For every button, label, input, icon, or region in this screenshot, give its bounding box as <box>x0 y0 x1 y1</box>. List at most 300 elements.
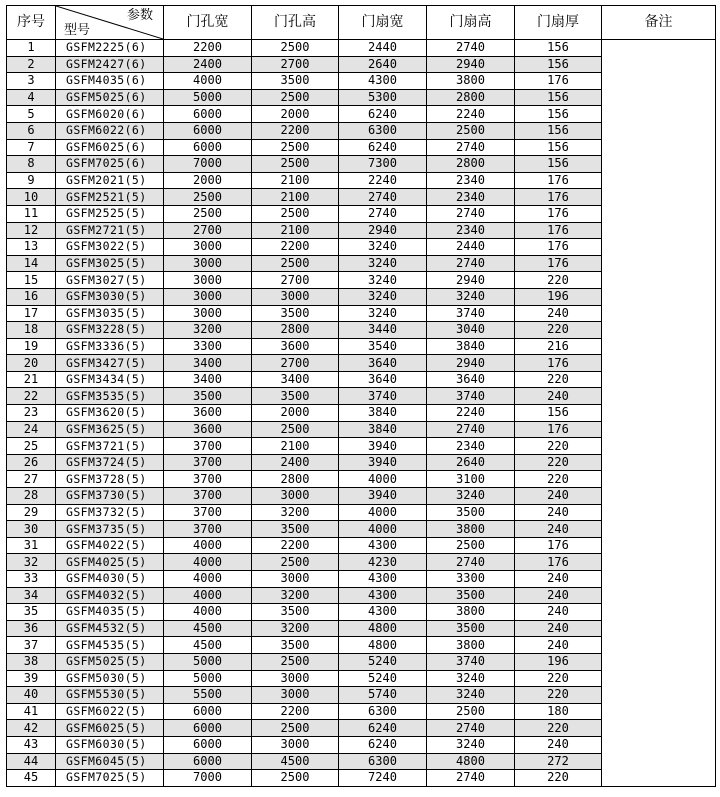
cell-model: GSFM2525(5) <box>56 205 164 222</box>
cell-opening-width: 6000 <box>164 703 252 720</box>
cell-index: 17 <box>7 305 56 322</box>
cell-opening-width: 3700 <box>164 521 252 538</box>
header-leaf-thickness: 门扇厚 <box>515 6 602 40</box>
cell-index: 13 <box>7 239 56 256</box>
cell-model: GSFM3620(5) <box>56 405 164 422</box>
cell-opening-height: 2000 <box>252 106 339 123</box>
cell-opening-height: 3500 <box>252 388 339 405</box>
cell-opening-height: 3000 <box>252 670 339 687</box>
cell-model: GSFM4532(5) <box>56 620 164 637</box>
cell-opening-width: 3000 <box>164 255 252 272</box>
cell-opening-width: 3700 <box>164 454 252 471</box>
cell-leaf-height: 3740 <box>427 653 515 670</box>
cell-index: 15 <box>7 272 56 289</box>
cell-leaf-width: 2240 <box>339 172 427 189</box>
cell-leaf-width: 3740 <box>339 388 427 405</box>
cell-leaf-width: 6300 <box>339 753 427 770</box>
cell-opening-width: 2700 <box>164 222 252 239</box>
cell-leaf-width: 4300 <box>339 571 427 588</box>
cell-index: 24 <box>7 421 56 438</box>
cell-model: GSFM3721(5) <box>56 438 164 455</box>
cell-opening-height: 2400 <box>252 454 339 471</box>
cell-leaf-thickness: 156 <box>515 40 602 57</box>
cell-leaf-width: 3240 <box>339 239 427 256</box>
cell-leaf-thickness: 176 <box>515 255 602 272</box>
cell-leaf-width: 4300 <box>339 587 427 604</box>
cell-leaf-width: 7240 <box>339 770 427 787</box>
cell-leaf-height: 3840 <box>427 338 515 355</box>
cell-leaf-height: 3800 <box>427 637 515 654</box>
cell-opening-height: 2500 <box>252 89 339 106</box>
cell-index: 20 <box>7 355 56 372</box>
cell-index: 9 <box>7 172 56 189</box>
cell-leaf-width: 6240 <box>339 139 427 156</box>
cell-opening-width: 6000 <box>164 720 252 737</box>
cell-index: 39 <box>7 670 56 687</box>
cell-leaf-width: 5240 <box>339 670 427 687</box>
cell-leaf-thickness: 156 <box>515 56 602 73</box>
cell-leaf-width: 3940 <box>339 488 427 505</box>
cell-opening-width: 5000 <box>164 670 252 687</box>
cell-leaf-height: 2500 <box>427 537 515 554</box>
cell-leaf-height: 4800 <box>427 753 515 770</box>
cell-opening-height: 3500 <box>252 637 339 654</box>
cell-opening-height: 2500 <box>252 653 339 670</box>
cell-leaf-thickness: 240 <box>515 571 602 588</box>
cell-leaf-width: 3640 <box>339 355 427 372</box>
cell-leaf-width: 4300 <box>339 604 427 621</box>
cell-leaf-thickness: 220 <box>515 720 602 737</box>
cell-leaf-height: 3240 <box>427 288 515 305</box>
cell-model: GSFM3027(5) <box>56 272 164 289</box>
cell-leaf-thickness: 220 <box>515 770 602 787</box>
cell-leaf-thickness: 176 <box>515 189 602 206</box>
cell-index: 5 <box>7 106 56 123</box>
cell-leaf-height: 2800 <box>427 89 515 106</box>
cell-index: 44 <box>7 753 56 770</box>
cell-opening-width: 6000 <box>164 139 252 156</box>
cell-model: GSFM4035(6) <box>56 73 164 90</box>
cell-opening-width: 4000 <box>164 537 252 554</box>
cell-opening-height: 2100 <box>252 438 339 455</box>
cell-leaf-thickness: 176 <box>515 222 602 239</box>
cell-index: 37 <box>7 637 56 654</box>
cell-index: 22 <box>7 388 56 405</box>
cell-leaf-height: 2340 <box>427 222 515 239</box>
cell-model: GSFM7025(5) <box>56 770 164 787</box>
cell-model: GSFM4022(5) <box>56 537 164 554</box>
cell-model: GSFM3434(5) <box>56 371 164 388</box>
cell-leaf-thickness: 176 <box>515 172 602 189</box>
cell-index: 38 <box>7 653 56 670</box>
cell-leaf-height: 2500 <box>427 122 515 139</box>
cell-index: 25 <box>7 438 56 455</box>
cell-model: GSFM6025(5) <box>56 720 164 737</box>
cell-leaf-width: 5300 <box>339 89 427 106</box>
cell-model: GSFM3728(5) <box>56 471 164 488</box>
cell-leaf-thickness: 240 <box>515 587 602 604</box>
cell-opening-width: 3000 <box>164 239 252 256</box>
cell-opening-height: 3200 <box>252 620 339 637</box>
cell-leaf-thickness: 220 <box>515 454 602 471</box>
cell-opening-height: 3500 <box>252 73 339 90</box>
cell-opening-width: 5000 <box>164 653 252 670</box>
cell-opening-width: 3700 <box>164 471 252 488</box>
cell-leaf-thickness: 240 <box>515 388 602 405</box>
cell-leaf-thickness: 176 <box>515 554 602 571</box>
cell-model: GSFM6022(5) <box>56 703 164 720</box>
cell-leaf-height: 3240 <box>427 670 515 687</box>
cell-opening-height: 2200 <box>252 703 339 720</box>
header-param: 参数 <box>126 8 153 23</box>
cell-index: 4 <box>7 89 56 106</box>
cell-model: GSFM4535(5) <box>56 637 164 654</box>
cell-opening-height: 2200 <box>252 537 339 554</box>
cell-opening-width: 3300 <box>164 338 252 355</box>
cell-opening-width: 3400 <box>164 355 252 372</box>
cell-opening-height: 3000 <box>252 687 339 704</box>
cell-index: 31 <box>7 537 56 554</box>
cell-model: GSFM5030(5) <box>56 670 164 687</box>
cell-leaf-height: 3300 <box>427 571 515 588</box>
cell-leaf-height: 2340 <box>427 189 515 206</box>
cell-leaf-width: 3240 <box>339 255 427 272</box>
cell-leaf-thickness: 240 <box>515 620 602 637</box>
cell-leaf-thickness: 176 <box>515 73 602 90</box>
cell-opening-width: 6000 <box>164 736 252 753</box>
cell-leaf-height: 3240 <box>427 687 515 704</box>
cell-opening-height: 2200 <box>252 239 339 256</box>
header-leaf-height: 门扇高 <box>427 6 515 40</box>
cell-opening-width: 2200 <box>164 40 252 57</box>
cell-leaf-width: 5240 <box>339 653 427 670</box>
table-body <box>7 40 716 787</box>
cell-opening-width: 4000 <box>164 73 252 90</box>
cell-leaf-height: 3500 <box>427 587 515 604</box>
cell-leaf-width: 3940 <box>339 438 427 455</box>
cell-leaf-thickness: 216 <box>515 338 602 355</box>
cell-model: GSFM2427(6) <box>56 56 164 73</box>
cell-model: GSFM3735(5) <box>56 521 164 538</box>
cell-index: 11 <box>7 205 56 222</box>
cell-opening-width: 4500 <box>164 637 252 654</box>
door-spec-table <box>6 5 716 787</box>
table-row <box>7 40 716 57</box>
cell-leaf-height: 2740 <box>427 554 515 571</box>
cell-opening-width: 4000 <box>164 587 252 604</box>
cell-model: GSFM3030(5) <box>56 288 164 305</box>
cell-leaf-height: 2800 <box>427 156 515 173</box>
cell-index: 18 <box>7 322 56 339</box>
cell-leaf-thickness: 272 <box>515 753 602 770</box>
cell-index: 19 <box>7 338 56 355</box>
cell-opening-height: 2500 <box>252 554 339 571</box>
cell-leaf-thickness: 220 <box>515 670 602 687</box>
cell-index: 32 <box>7 554 56 571</box>
cell-opening-height: 3400 <box>252 371 339 388</box>
cell-leaf-height: 2500 <box>427 703 515 720</box>
cell-leaf-thickness: 240 <box>515 504 602 521</box>
cell-leaf-thickness: 176 <box>515 205 602 222</box>
cell-leaf-height: 2740 <box>427 421 515 438</box>
cell-opening-width: 3700 <box>164 438 252 455</box>
cell-opening-height: 2200 <box>252 122 339 139</box>
cell-index: 40 <box>7 687 56 704</box>
cell-opening-width: 3400 <box>164 371 252 388</box>
cell-leaf-height: 2940 <box>427 355 515 372</box>
header-param-model <box>56 6 164 40</box>
cell-opening-height: 2700 <box>252 355 339 372</box>
cell-leaf-width: 2740 <box>339 205 427 222</box>
cell-model: GSFM2021(5) <box>56 172 164 189</box>
cell-leaf-width: 3940 <box>339 454 427 471</box>
cell-model: GSFM4032(5) <box>56 587 164 604</box>
cell-leaf-width: 4000 <box>339 521 427 538</box>
cell-opening-width: 6000 <box>164 753 252 770</box>
cell-opening-height: 2500 <box>252 770 339 787</box>
cell-leaf-width: 3840 <box>339 421 427 438</box>
cell-leaf-height: 2740 <box>427 255 515 272</box>
cell-opening-height: 3000 <box>252 488 339 505</box>
cell-opening-width: 3600 <box>164 421 252 438</box>
cell-model: GSFM3730(5) <box>56 488 164 505</box>
cell-leaf-width: 4230 <box>339 554 427 571</box>
cell-leaf-height: 2740 <box>427 139 515 156</box>
cell-model: GSFM3336(5) <box>56 338 164 355</box>
cell-leaf-thickness: 220 <box>515 438 602 455</box>
cell-opening-width: 3600 <box>164 405 252 422</box>
cell-leaf-width: 6300 <box>339 703 427 720</box>
cell-leaf-width: 4000 <box>339 471 427 488</box>
cell-opening-height: 3500 <box>252 604 339 621</box>
cell-opening-height: 2500 <box>252 156 339 173</box>
cell-model: GSFM3427(5) <box>56 355 164 372</box>
cell-index: 2 <box>7 56 56 73</box>
cell-opening-height: 2100 <box>252 222 339 239</box>
cell-index: 8 <box>7 156 56 173</box>
cell-leaf-width: 4300 <box>339 73 427 90</box>
cell-model: GSFM3035(5) <box>56 305 164 322</box>
cell-index: 21 <box>7 371 56 388</box>
cell-leaf-height: 3740 <box>427 305 515 322</box>
cell-leaf-thickness: 156 <box>515 89 602 106</box>
cell-leaf-height: 2240 <box>427 106 515 123</box>
cell-opening-width: 6000 <box>164 122 252 139</box>
cell-opening-width: 2000 <box>164 172 252 189</box>
cell-model: GSFM5025(6) <box>56 89 164 106</box>
cell-opening-height: 2500 <box>252 40 339 57</box>
cell-leaf-height: 3500 <box>427 504 515 521</box>
cell-leaf-thickness: 240 <box>515 736 602 753</box>
cell-opening-width: 3500 <box>164 388 252 405</box>
cell-opening-width: 7000 <box>164 156 252 173</box>
header-opening-height: 门孔高 <box>252 6 339 40</box>
cell-model: GSFM3228(5) <box>56 322 164 339</box>
cell-opening-width: 4000 <box>164 604 252 621</box>
cell-opening-height: 2800 <box>252 322 339 339</box>
cell-opening-height: 4500 <box>252 753 339 770</box>
cell-opening-height: 2100 <box>252 189 339 206</box>
cell-opening-height: 3000 <box>252 288 339 305</box>
cell-leaf-thickness: 220 <box>515 322 602 339</box>
cell-leaf-thickness: 156 <box>515 156 602 173</box>
cell-leaf-thickness: 240 <box>515 305 602 322</box>
cell-opening-width: 3700 <box>164 488 252 505</box>
cell-leaf-thickness: 240 <box>515 521 602 538</box>
cell-index: 41 <box>7 703 56 720</box>
cell-model: GSFM4030(5) <box>56 571 164 588</box>
cell-opening-width: 3000 <box>164 305 252 322</box>
cell-leaf-thickness: 176 <box>515 239 602 256</box>
cell-leaf-width: 2440 <box>339 40 427 57</box>
cell-model: GSFM3022(5) <box>56 239 164 256</box>
cell-opening-width: 3000 <box>164 272 252 289</box>
cell-leaf-thickness: 156 <box>515 139 602 156</box>
cell-index: 27 <box>7 471 56 488</box>
cell-leaf-width: 4300 <box>339 537 427 554</box>
cell-leaf-width: 3640 <box>339 371 427 388</box>
cell-leaf-thickness: 156 <box>515 405 602 422</box>
cell-leaf-height: 2340 <box>427 172 515 189</box>
cell-opening-height: 2800 <box>252 471 339 488</box>
cell-leaf-width: 6240 <box>339 720 427 737</box>
cell-leaf-height: 2740 <box>427 770 515 787</box>
cell-opening-height: 3600 <box>252 338 339 355</box>
cell-opening-width: 6000 <box>164 106 252 123</box>
cell-model: GSFM2521(5) <box>56 189 164 206</box>
cell-index: 26 <box>7 454 56 471</box>
cell-leaf-height: 2740 <box>427 40 515 57</box>
cell-leaf-height: 2940 <box>427 272 515 289</box>
cell-leaf-width: 2640 <box>339 56 427 73</box>
cell-leaf-height: 3040 <box>427 322 515 339</box>
cell-leaf-width: 2740 <box>339 189 427 206</box>
cell-leaf-width: 3440 <box>339 322 427 339</box>
cell-opening-height: 2100 <box>252 172 339 189</box>
cell-opening-width: 3000 <box>164 288 252 305</box>
cell-leaf-height: 2340 <box>427 438 515 455</box>
cell-leaf-height: 2740 <box>427 205 515 222</box>
cell-index: 16 <box>7 288 56 305</box>
cell-opening-width: 5000 <box>164 89 252 106</box>
cell-model: GSFM7025(6) <box>56 156 164 173</box>
cell-opening-width: 2500 <box>164 189 252 206</box>
cell-leaf-width: 4800 <box>339 620 427 637</box>
header-index: 序号 <box>7 6 56 40</box>
cell-index: 34 <box>7 587 56 604</box>
cell-model: GSFM6022(6) <box>56 122 164 139</box>
cell-leaf-width: 6240 <box>339 736 427 753</box>
cell-model: GSFM3732(5) <box>56 504 164 521</box>
cell-leaf-height: 3100 <box>427 471 515 488</box>
cell-index: 43 <box>7 736 56 753</box>
cell-index: 29 <box>7 504 56 521</box>
cell-index: 30 <box>7 521 56 538</box>
cell-opening-height: 2500 <box>252 205 339 222</box>
header-opening-width: 门孔宽 <box>164 6 252 40</box>
cell-model: GSFM3025(5) <box>56 255 164 272</box>
cell-model: GSFM2721(5) <box>56 222 164 239</box>
cell-leaf-height: 3240 <box>427 488 515 505</box>
cell-index: 10 <box>7 189 56 206</box>
cell-leaf-thickness: 196 <box>515 653 602 670</box>
cell-leaf-width: 3840 <box>339 405 427 422</box>
cell-opening-height: 2700 <box>252 272 339 289</box>
header-row <box>7 6 716 40</box>
cell-opening-width: 4500 <box>164 620 252 637</box>
cell-model: GSFM6025(6) <box>56 139 164 156</box>
cell-leaf-height: 3240 <box>427 736 515 753</box>
cell-opening-width: 7000 <box>164 770 252 787</box>
cell-opening-height: 3200 <box>252 587 339 604</box>
cell-opening-height: 2500 <box>252 421 339 438</box>
cell-opening-height: 2500 <box>252 139 339 156</box>
cell-opening-width: 5500 <box>164 687 252 704</box>
cell-leaf-width: 6240 <box>339 106 427 123</box>
cell-leaf-thickness: 176 <box>515 537 602 554</box>
cell-leaf-thickness: 156 <box>515 122 602 139</box>
cell-leaf-thickness: 220 <box>515 272 602 289</box>
cell-opening-height: 3500 <box>252 305 339 322</box>
cell-model: GSFM3535(5) <box>56 388 164 405</box>
cell-index: 45 <box>7 770 56 787</box>
cell-leaf-height: 3800 <box>427 73 515 90</box>
cell-index: 7 <box>7 139 56 156</box>
cell-model: GSFM3625(5) <box>56 421 164 438</box>
cell-leaf-height: 2940 <box>427 56 515 73</box>
cell-opening-width: 2500 <box>164 205 252 222</box>
cell-leaf-width: 3540 <box>339 338 427 355</box>
cell-leaf-height: 3500 <box>427 620 515 637</box>
cell-leaf-width: 4800 <box>339 637 427 654</box>
cell-leaf-thickness: 220 <box>515 687 602 704</box>
cell-model: GSFM4025(5) <box>56 554 164 571</box>
cell-leaf-height: 3800 <box>427 604 515 621</box>
cell-model: GSFM6045(5) <box>56 753 164 770</box>
cell-index: 1 <box>7 40 56 57</box>
cell-leaf-thickness: 220 <box>515 471 602 488</box>
cell-leaf-thickness: 240 <box>515 604 602 621</box>
cell-leaf-width: 6300 <box>339 122 427 139</box>
cell-index: 6 <box>7 122 56 139</box>
cell-index: 12 <box>7 222 56 239</box>
cell-leaf-height: 2640 <box>427 454 515 471</box>
cell-index: 28 <box>7 488 56 505</box>
cell-leaf-thickness: 240 <box>515 488 602 505</box>
cell-opening-height: 2500 <box>252 720 339 737</box>
cell-remarks <box>602 40 716 787</box>
cell-model: GSFM4035(5) <box>56 604 164 621</box>
cell-leaf-thickness: 196 <box>515 288 602 305</box>
cell-leaf-width: 5740 <box>339 687 427 704</box>
cell-model: GSFM5530(5) <box>56 687 164 704</box>
cell-leaf-thickness: 176 <box>515 355 602 372</box>
cell-index: 14 <box>7 255 56 272</box>
cell-opening-width: 4000 <box>164 571 252 588</box>
cell-index: 42 <box>7 720 56 737</box>
cell-index: 23 <box>7 405 56 422</box>
cell-leaf-height: 2740 <box>427 720 515 737</box>
cell-leaf-height: 3640 <box>427 371 515 388</box>
cell-opening-height: 3000 <box>252 571 339 588</box>
header-remarks: 备注 <box>602 6 716 40</box>
cell-leaf-thickness: 180 <box>515 703 602 720</box>
cell-leaf-thickness: 240 <box>515 637 602 654</box>
cell-model: GSFM3724(5) <box>56 454 164 471</box>
cell-leaf-thickness: 156 <box>515 106 602 123</box>
cell-opening-width: 3700 <box>164 504 252 521</box>
cell-opening-height: 3000 <box>252 736 339 753</box>
